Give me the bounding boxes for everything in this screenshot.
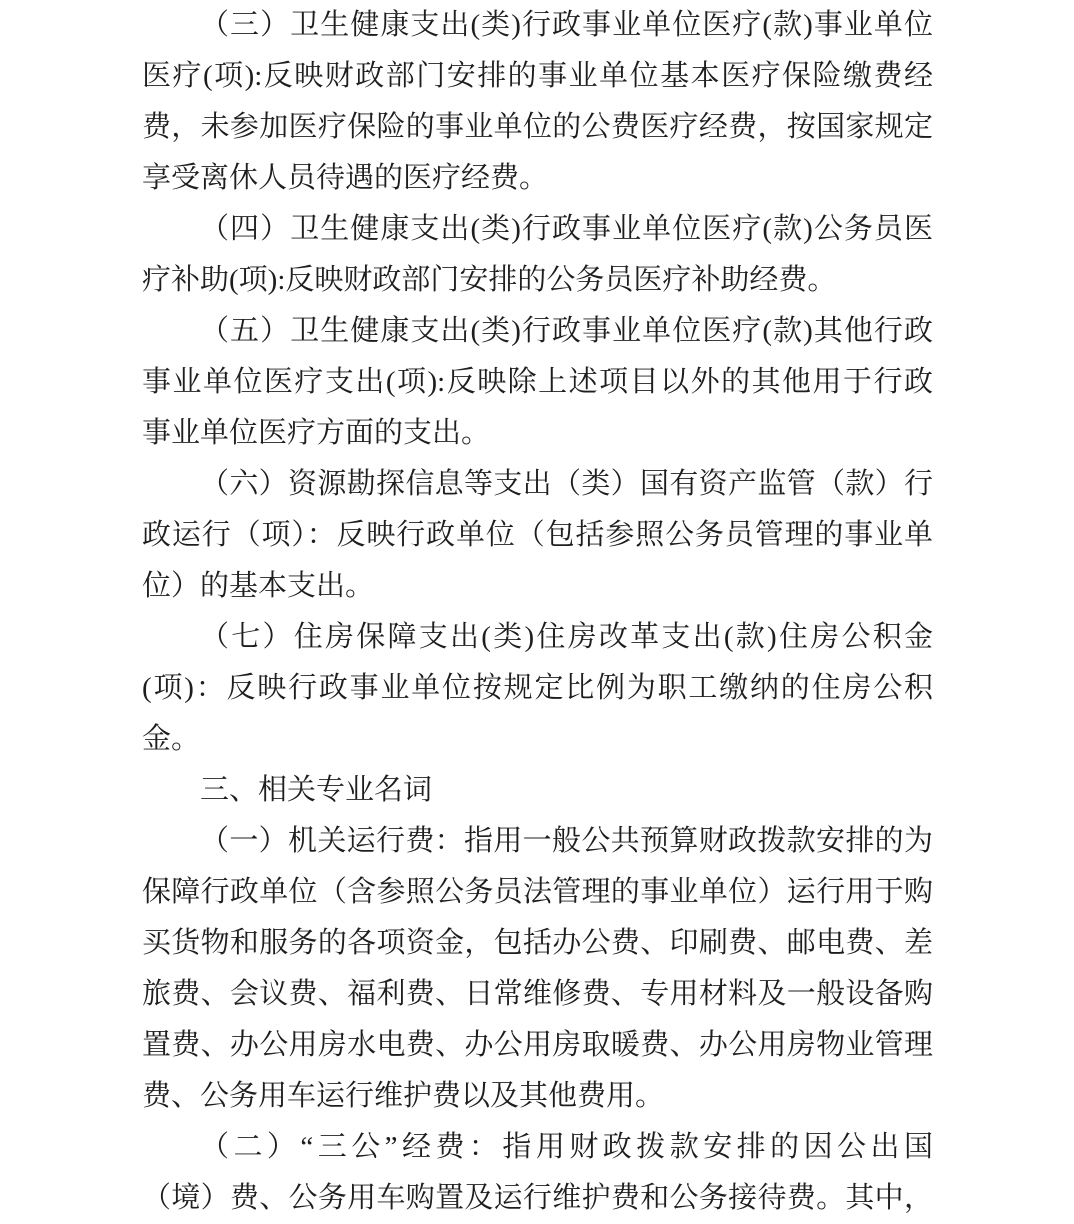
text-line: 旅费、会议费、福利费、日常维修费、专用材料及一般设备购 [142,978,933,1010]
paragraph-housing-security-expense [142,612,933,765]
text-line: 医疗(项):反映财政部门安排的事业单位基本医疗保险缴费经 [142,60,933,92]
text-line: （七）住房保障支出(类)住房改革支出(款)住房公积金 [200,621,933,653]
section-heading-related-terms [142,765,933,816]
text-line: 费，未参加医疗保险的事业单位的公费医疗经费，按国家规定 [142,111,933,143]
text-line: 疗补助(项):反映财政部门安排的公务员医疗补助经费。 [142,264,837,296]
document-text-block [142,0,933,1224]
text-line: 政运行（项）：反映行政单位（包括参照公务员管理的事业单 [142,519,933,551]
paragraph-health-expense-other-medical [142,306,933,459]
text-line: （五）卫生健康支出(类)行政事业单位医疗(款)其他行政 [200,315,933,347]
text-line: 金。 [142,723,201,755]
paragraph-health-expense-civil-servant-medical [142,204,933,306]
section-heading-line: 三、相关专业名词 [200,774,433,806]
paragraph-resource-exploration-expense [142,459,933,612]
text-line: （三）卫生健康支出(类)行政事业单位医疗(款)事业单位 [200,9,933,41]
text-line: 费、公务用车运行维护费以及其他费用。 [142,1080,665,1112]
text-line: （一）机关运行费：指用一般公共预算财政拨款安排的为 [200,825,933,857]
text-line: 享受离休人员待遇的医疗经费。 [142,162,549,194]
text-line: 事业单位医疗方面的支出。 [142,417,491,449]
text-line: 位）的基本支出。 [142,570,375,602]
text-line: 置费、办公用房水电费、办公用房取暖费、办公用房物业管理 [142,1029,933,1061]
text-line: (项)：反映行政事业单位按规定比例为职工缴纳的住房公积 [142,672,933,704]
text-line: 买货物和服务的各项资金，包括办公费、印刷费、邮电费、差 [142,927,933,959]
text-line: （境）费、公务用车购置及运行维护费和公务接待费。其中， [142,1182,933,1214]
paragraph-three-public-funds [142,1122,933,1224]
text-line: （四）卫生健康支出(类)行政事业单位医疗(款)公务员医 [200,213,933,245]
text-line: （二）“三公”经费：指用财政拨款安排的因公出国 [200,1131,933,1163]
text-line: 保障行政单位（含参照公务员法管理的事业单位）运行用于购 [142,876,933,908]
paragraph-agency-operating-fee [142,816,933,1122]
text-line: 事业单位医疗支出(项):反映除上述项目以外的其他用于行政 [142,366,933,398]
paragraph-health-expense-institution-medical [142,0,933,204]
text-line: （六）资源勘探信息等支出（类）国有资产监管（款）行 [200,468,933,500]
